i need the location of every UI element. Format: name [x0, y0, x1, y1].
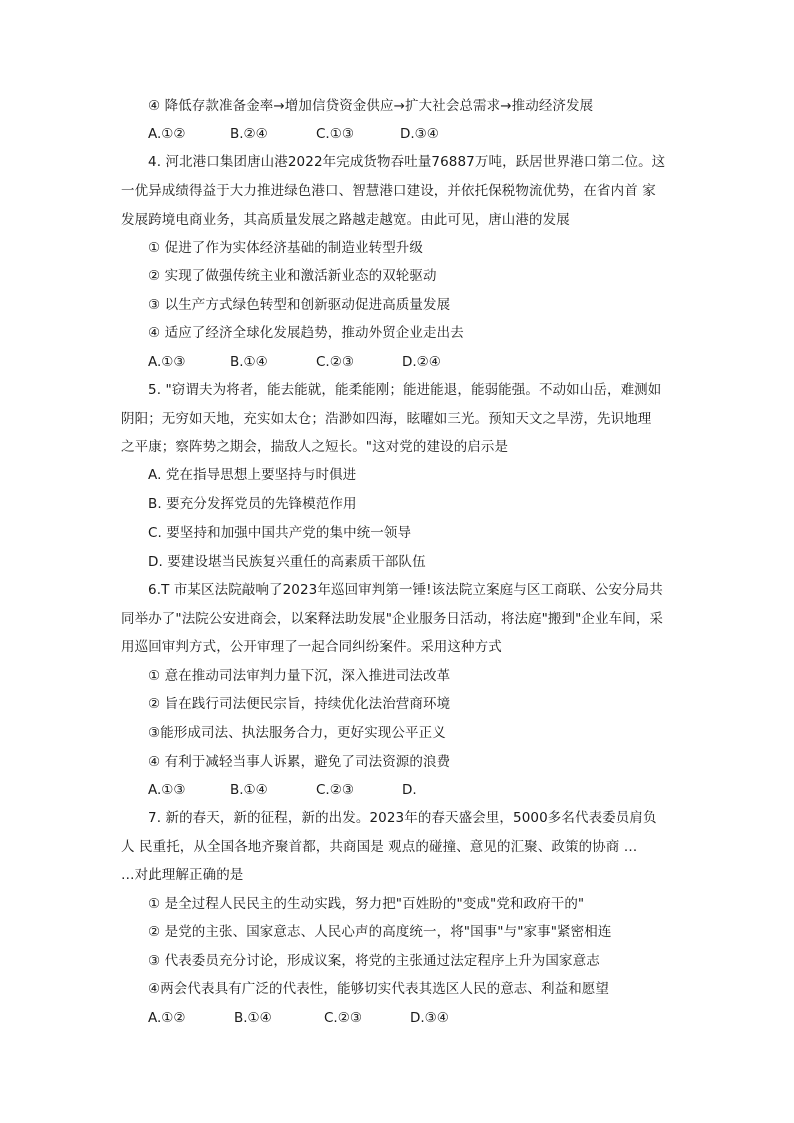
q7-item-2: ② 是党的主张、国家意志、人民心声的高度统一，将"国事"与"家事"紧密相连 [148, 924, 612, 940]
q3-item-4: ④ 降低存款准备金率→增加信贷资金供应→扩大社会总需求→推动经济发展 [148, 98, 594, 114]
q5-choice-c: C. 要坚持和加强中国共产党的集中统一领导 [148, 525, 412, 541]
q6-item-1: ① 意在推动司法审判力量下沉，深入推进司法改革 [148, 668, 451, 684]
q4-stem-line-2: 一优异成绩得益于大力推进绿色港口、智慧港口建设，并依托保税物流优势，在省内首 家 [121, 183, 656, 199]
q6-item-3: ③能形成司法、执法服务合力，更好实现公平正义 [148, 725, 446, 741]
q3-option-d: D.③④ [400, 126, 439, 142]
q3-option-c: C.①③ [316, 126, 354, 142]
q3-options [148, 124, 439, 144]
q4-option-b: B.①④ [230, 354, 268, 370]
q6-item-2: ② 旨在践行司法便民宗旨，持续优化法治营商环境 [148, 696, 451, 712]
q7-stem-line-2: 人 民重托，从全国各地齐聚首都，共商国是 观点的碰撞、意见的汇聚、政策的协商 … [121, 839, 638, 855]
q7-item-4: ④两会代表具有广泛的代表性，能够切实代表其选区人民的意志、利益和愿望 [148, 981, 610, 997]
q7-option-d: D.③④ [410, 1010, 449, 1026]
q4-stem-line-3: 发展跨境电商业务，其高质量发展之路越走越宽。由此可见，唐山港的发展 [121, 212, 570, 228]
q5-choice-b: B. 要充分发挥党员的先锋模范作用 [148, 496, 357, 512]
q3-option-b: B.②④ [230, 126, 268, 142]
q6-stem-line-1: 6.T 市某区法院敲响了2023年巡回审判第一锤!该法院立案庭与区工商联、公安分局共 [148, 582, 663, 598]
q4-item-2: ② 实现了做强传统主业和激活新业态的双轮驱动 [148, 268, 437, 284]
q7-item-1: ① 是全过程人民民主的生动实践，努力把"百姓盼的"变成"党和政府干的" [148, 896, 585, 912]
q6-option-d: D. [402, 782, 417, 798]
q6-stem-line-3: 用巡回审判方式，公开审理了一起合同纠纷案件。采用这种方式 [121, 639, 502, 655]
q7-stem-line-1: 7. 新的春天，新的征程，新的出发。2023年的春天盛会里，5000多名代表委员肩负 [148, 810, 657, 826]
q6-options [148, 780, 417, 800]
q6-option-a: A.①③ [148, 782, 186, 798]
q7-option-b: B.①④ [234, 1010, 272, 1026]
q5-stem-line-3: 之平康；察阵势之期会，揣敌人之短长。"这对党的建设的启示是 [121, 439, 509, 455]
q6-stem-line-2: 同举办了"法院公安进商会，以案释法助发展"企业服务日活动，将法庭"搬到"企业车间，采 [121, 611, 664, 627]
q6-item-4: ④ 有利于减轻当事人诉累，避免了司法资源的浪费 [148, 754, 451, 770]
q4-item-1: ① 促进了作为实体经济基础的制造业转型升级 [148, 240, 423, 256]
q5-choice-d: D. 要建设堪当民族复兴重任的高素质干部队伍 [148, 554, 426, 570]
q5-choice-a: A. 党在指导思想上要坚持与时俱进 [148, 467, 357, 483]
q5-stem-line-2: 阴阳；无穷如天地，充实如太仓；浩渺如四海，眩曜如三光。预知天文之旱涝，先识地理 [121, 411, 652, 427]
q4-stem-line-1: 4. 河北港口集团唐山港2022年完成货物吞吐量76887万吨，跃居世界港口第二位。这 [148, 154, 666, 170]
q7-option-a: A.①② [148, 1010, 186, 1026]
q3-option-a: A.①② [148, 126, 186, 142]
q7-options [148, 1008, 449, 1028]
q4-item-3: ③ 以生产方式绿色转型和创新驱动促进高质量发展 [148, 297, 451, 313]
q7-item-3: ③ 代表委员充分讨论，形成议案，将党的主张通过法定程序上升为国家意志 [148, 953, 600, 969]
q6-option-b: B.①④ [230, 782, 268, 798]
q5-stem-line-1: 5. "窃谓夫为将者，能去能就，能柔能刚；能进能退，能弱能强。不动如山岳，难测如 [148, 382, 662, 398]
q4-option-d: D.②④ [402, 354, 441, 370]
q7-stem-line-3: …对此理解正确的是 [121, 867, 244, 883]
q7-option-c: C.②③ [324, 1010, 362, 1026]
q4-item-4: ④ 适应了经济全球化发展趋势，推动外贸企业走出去 [148, 325, 464, 341]
q4-options [148, 352, 441, 372]
q4-option-c: C.②③ [316, 354, 354, 370]
q4-option-a: A.①③ [148, 354, 186, 370]
q6-option-c: C.②③ [316, 782, 354, 798]
